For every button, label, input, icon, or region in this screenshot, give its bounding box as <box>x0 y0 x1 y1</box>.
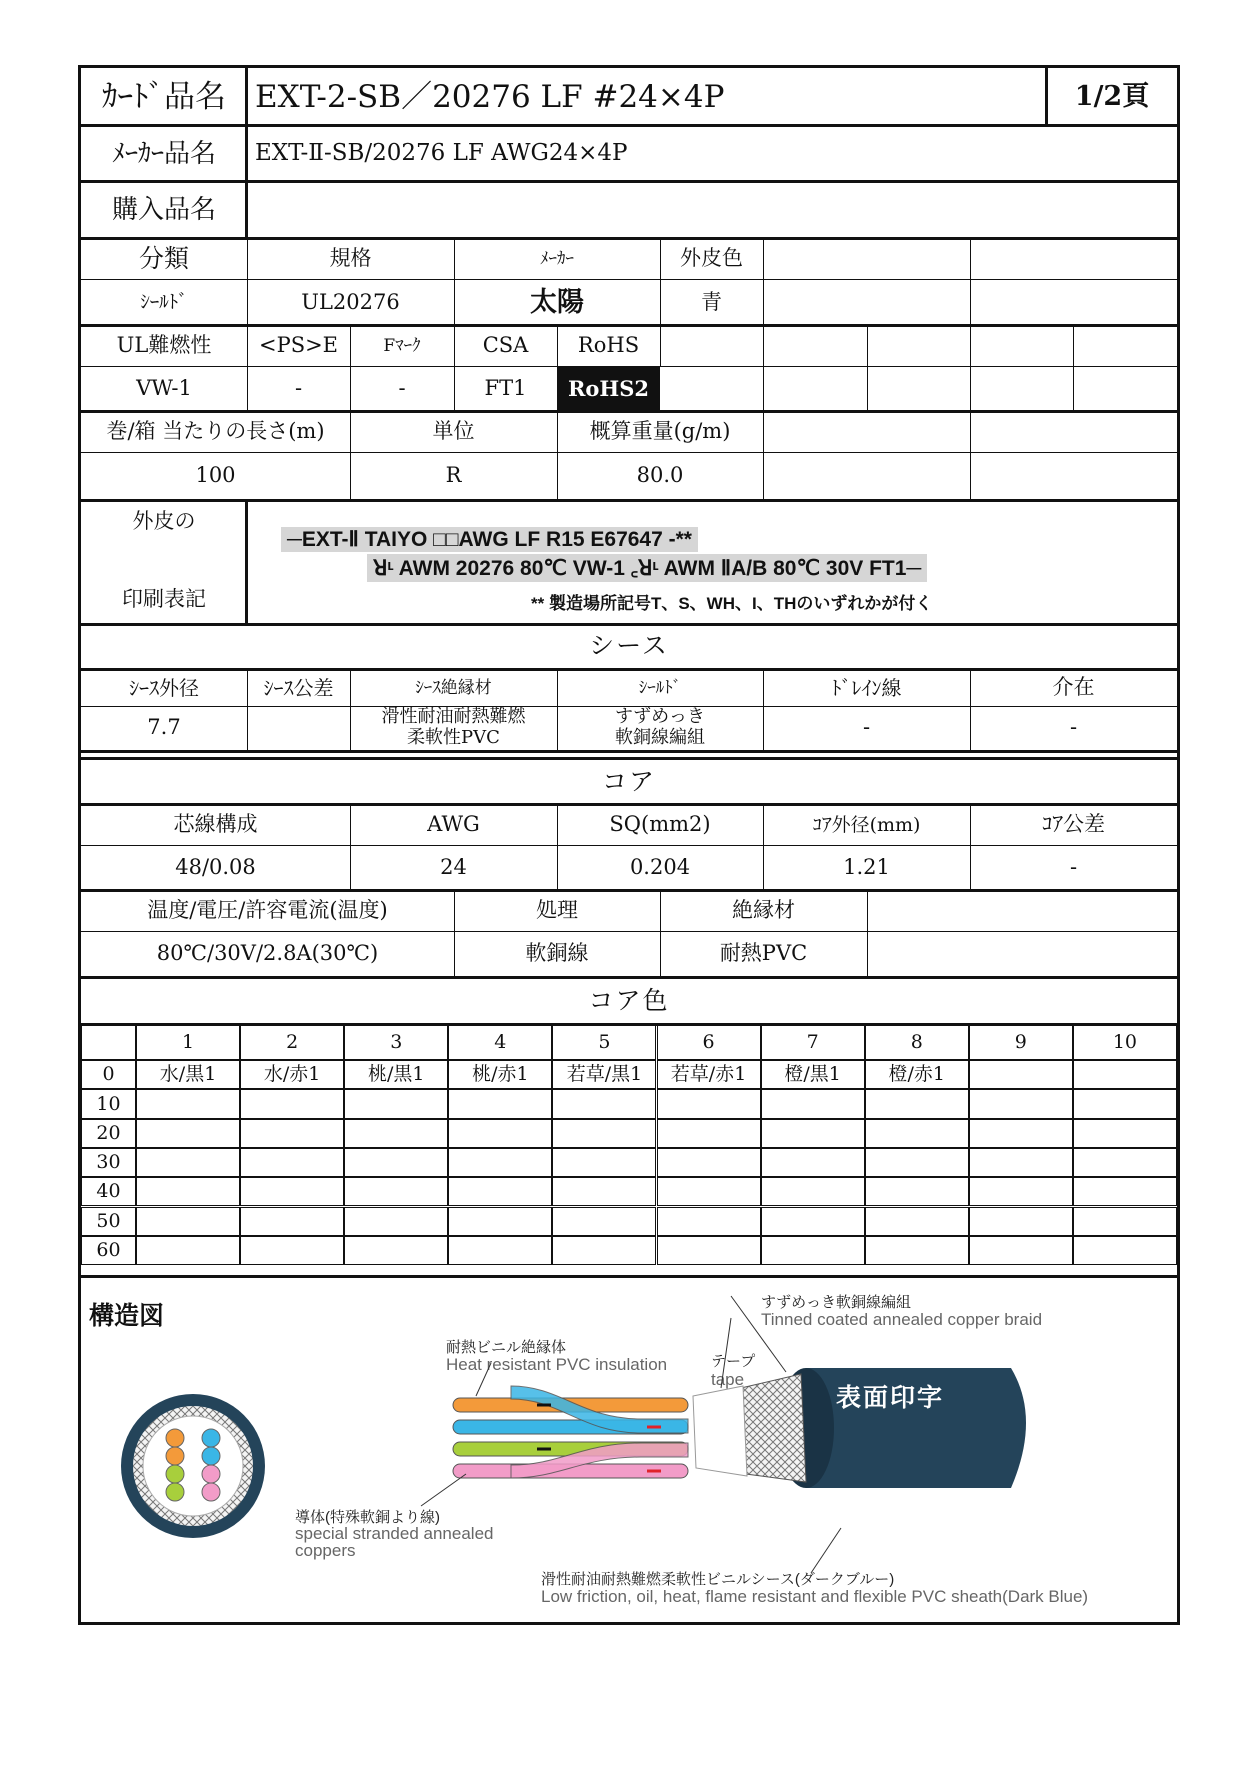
awg-value: 24 <box>440 855 467 880</box>
color-cell <box>657 1148 761 1177</box>
color-cell: 桃/赤1 <box>448 1060 552 1089</box>
color-cell <box>865 1207 969 1236</box>
color-cell <box>1073 1177 1177 1206</box>
color-cell <box>657 1089 761 1118</box>
color-column-header: 1 <box>136 1025 240 1060</box>
insulation-label-en: Heat resistant PVC insulation <box>446 1355 668 1374</box>
color-cell <box>865 1148 969 1177</box>
rohs-header: RoHS <box>577 333 640 358</box>
filler-header: 介在 <box>1052 675 1095 700</box>
color-cell <box>136 1236 240 1265</box>
color-row-header: 30 <box>81 1148 136 1177</box>
braid-label-en: Tinned coated annealed copper braid <box>761 1310 1043 1329</box>
color-cell <box>344 1148 448 1177</box>
length-value: 100 <box>195 463 236 488</box>
color-cell <box>865 1236 969 1265</box>
color-cell: 水/黒1 <box>136 1060 240 1089</box>
color-cell <box>657 1177 761 1206</box>
color-row-header: 20 <box>81 1119 136 1148</box>
ul-flame-header: UL難燃性 <box>116 333 212 358</box>
color-cell <box>657 1236 761 1265</box>
maker-value: 太陽 <box>530 286 584 318</box>
cable-structure-diagram <box>81 1278 1177 1622</box>
color-cell <box>552 1148 656 1177</box>
color-cell <box>657 1207 761 1236</box>
shield-header: ｼｰﾙﾄﾞ <box>638 677 682 698</box>
shield-line-2: 軟銅線編組 <box>615 727 705 748</box>
card-name-label: ｶｰﾄﾞ品名 <box>102 78 226 115</box>
sheath-od-value: 7.7 <box>147 715 181 740</box>
sheath-label-jp: 滑性耐油耐熱難燃柔軟性ビニルシース(ダークブルー) <box>541 1571 895 1588</box>
color-column-header: 6 <box>657 1025 761 1060</box>
color-cell <box>969 1236 1073 1265</box>
color-cell: 水/赤1 <box>240 1060 344 1089</box>
color-cell <box>240 1119 344 1148</box>
insulation-label-jp: 耐熱ビニル絶縁体 <box>446 1339 567 1356</box>
color-cell <box>240 1207 344 1236</box>
color-cell <box>761 1148 865 1177</box>
color-cell <box>344 1089 448 1118</box>
color-cell <box>240 1148 344 1177</box>
color-cell <box>136 1119 240 1148</box>
shield-value <box>557 706 763 750</box>
sq-header: SQ(mm2) <box>609 812 711 837</box>
color-row-header: 0 <box>81 1060 136 1089</box>
color-cell: 桃/黒1 <box>344 1060 448 1089</box>
core-section-title: コア <box>601 767 656 797</box>
drain-header: ﾄﾞﾚｲﾝ線 <box>831 676 902 700</box>
color-cell <box>865 1177 969 1206</box>
color-column-header: 7 <box>761 1025 865 1060</box>
sheath-section-title: シース <box>589 631 669 661</box>
color-cell <box>448 1119 552 1148</box>
color-cell <box>344 1119 448 1148</box>
conductor-label-en-1: special stranded annealed <box>295 1524 494 1543</box>
color-cell <box>136 1177 240 1206</box>
color-cell <box>552 1119 656 1148</box>
color-cell <box>240 1177 344 1206</box>
color-cell <box>136 1089 240 1118</box>
core-color-section-title: コア色 <box>588 986 670 1016</box>
core-insulation-header: 絶縁材 <box>732 898 795 923</box>
color-cell <box>761 1236 865 1265</box>
color-cell <box>552 1089 656 1118</box>
weight-value: 80.0 <box>636 463 684 488</box>
color-cell <box>761 1207 865 1236</box>
structure-title: 構造図 <box>89 1302 165 1330</box>
maker-name-value: EXT-Ⅱ-SB/20276 LF AWG24×4P <box>255 140 628 167</box>
color-cell <box>240 1236 344 1265</box>
color-cell: 若草/赤1 <box>657 1060 761 1089</box>
conductor-label-en-2: coppers <box>295 1541 356 1560</box>
color-cell <box>969 1060 1073 1089</box>
color-cell <box>448 1236 552 1265</box>
sheath-insulation-line-2: 柔軟性PVC <box>407 727 500 748</box>
color-row-header: 10 <box>81 1089 136 1118</box>
unit-header: 単位 <box>432 419 475 444</box>
color-cell <box>240 1089 344 1118</box>
color-cell <box>1073 1060 1177 1089</box>
color-cell <box>969 1177 1073 1206</box>
color-row-header: 60 <box>81 1236 136 1265</box>
purchase-name-value <box>247 182 1177 239</box>
color-cell: 橙/赤1 <box>865 1060 969 1089</box>
color-cell <box>344 1236 448 1265</box>
color-column-header: 9 <box>969 1025 1073 1060</box>
color-cell <box>344 1207 448 1236</box>
color-cell <box>1073 1236 1177 1265</box>
color-column-header: 3 <box>344 1025 448 1060</box>
ps-e-header: <PS>E <box>258 333 339 358</box>
tape-label-jp: テープ <box>711 1353 756 1370</box>
color-cell <box>657 1119 761 1148</box>
filler-value: - <box>1069 715 1078 740</box>
color-cell <box>552 1207 656 1236</box>
color-column-header: 8 <box>865 1025 969 1060</box>
color-grid-corner <box>81 1025 136 1060</box>
sheath-color-header: 外皮色 <box>680 246 743 271</box>
cross-section-icon <box>121 1394 265 1538</box>
color-cell <box>1073 1207 1177 1236</box>
color-cell <box>761 1119 865 1148</box>
color-cell <box>1073 1148 1177 1177</box>
rating-header: 温度/電圧/許容電流(温度) <box>147 898 388 923</box>
color-cell <box>448 1207 552 1236</box>
print-label-bottom: 印刷表記 <box>122 587 206 612</box>
color-cell <box>136 1148 240 1177</box>
f-mark-header: Fﾏｰｸ <box>383 335 421 356</box>
sheath-color-value: 青 <box>701 289 722 314</box>
color-row-header: 40 <box>81 1177 136 1206</box>
core-construction-header: 芯線構成 <box>173 812 258 837</box>
weight-header: 概算重量(g/m) <box>589 419 731 444</box>
awg-header: AWG <box>427 812 480 837</box>
ul-flame-value: VW-1 <box>136 376 192 401</box>
color-cell <box>969 1207 1073 1236</box>
ps-e-value: - <box>294 376 303 401</box>
color-row-header: 50 <box>81 1207 136 1236</box>
color-cell <box>865 1089 969 1118</box>
color-cell <box>969 1119 1073 1148</box>
color-column-header: 5 <box>552 1025 656 1060</box>
treatment-header: 処理 <box>536 898 578 923</box>
shield-line-1: すずめっき <box>615 706 705 728</box>
spec-sheet <box>78 65 1180 1625</box>
color-cell: 若草/黒1 <box>552 1060 656 1089</box>
color-cell <box>448 1148 552 1177</box>
color-cell <box>344 1177 448 1206</box>
color-cell <box>552 1177 656 1206</box>
purchase-name-label: 購入品名 <box>111 195 216 226</box>
print-label-top: 外皮の <box>132 509 196 534</box>
color-cell <box>448 1089 552 1118</box>
color-cell <box>761 1177 865 1206</box>
color-column-header: 4 <box>448 1025 552 1060</box>
sheath-insulation-value <box>350 706 557 750</box>
sheath-tolerance-header: ｼｰｽ公差 <box>263 676 334 700</box>
unit-value: R <box>445 463 462 488</box>
core-construction-value: 48/0.08 <box>175 855 256 880</box>
tape-label-en: tape <box>711 1370 745 1389</box>
csa-header: CSA <box>482 333 529 358</box>
drain-value: - <box>862 715 871 740</box>
treatment-value: 軟銅線 <box>525 941 589 966</box>
f-mark-value: - <box>398 376 406 401</box>
sheath-insulation-header: ｼｰｽ絶縁材 <box>415 677 492 698</box>
print-line-2: ꓤᶫ AWM 20276 80℃ VW-1 ꜀ꓤᶫ AWM ⅡA/B 80℃ 30V FT1─ <box>367 554 927 582</box>
surface-print-label: 表面印字 <box>836 1384 945 1412</box>
color-column-header: 2 <box>240 1025 344 1060</box>
sheath-label-en: Low friction, oil, heat, flame resistant and flexible PVC sheath(Dark Blue) <box>541 1587 1089 1606</box>
core-insulation-value: 耐熱PVC <box>719 941 808 966</box>
length-header: 巻/箱 当たりの長さ(m) <box>106 419 325 444</box>
color-cell <box>1073 1119 1177 1148</box>
page-number: 1/2頁 <box>1074 81 1150 113</box>
color-cell <box>761 1089 865 1118</box>
standard-value: UL20276 <box>301 289 400 314</box>
color-column-header: 10 <box>1073 1025 1177 1060</box>
sheath-od-header: ｼｰｽ外径 <box>129 676 199 700</box>
color-cell <box>448 1177 552 1206</box>
csa-value: FT1 <box>484 376 527 401</box>
conductor-label-jp: 導体(特殊軟銅より線) <box>295 1509 440 1526</box>
sheath-insulation-line-1: 滑性耐油耐熱難燃 <box>381 706 526 728</box>
sq-value: 0.204 <box>629 855 691 880</box>
rating-value: 80℃/30V/2.8A(30℃) <box>156 941 379 966</box>
card-name-value: EXT-2-SB／20276 LF #24×4P <box>255 78 725 115</box>
color-cell <box>1073 1089 1177 1118</box>
color-cell <box>552 1236 656 1265</box>
color-cell <box>865 1119 969 1148</box>
maker-name-label: ﾒｰｶｰ品名 <box>111 138 216 169</box>
class-header: 分類 <box>138 244 189 274</box>
color-cell: 橙/黒1 <box>761 1060 865 1089</box>
class-value: ｼｰﾙﾄﾞ <box>140 291 188 314</box>
maker-header: ﾒｰｶｰ <box>540 248 574 269</box>
core-od-header: ｺｱ外径(mm) <box>812 813 921 836</box>
color-cell <box>136 1207 240 1236</box>
rohs-value: RoHS2 <box>557 366 660 412</box>
color-cell <box>969 1148 1073 1177</box>
sheath-tolerance-value <box>247 706 350 750</box>
standard-header: 規格 <box>329 246 372 271</box>
color-cell <box>969 1089 1073 1118</box>
print-note: ** 製造場所記号T、S、WH、I、THのいずれかが付く <box>531 594 933 613</box>
braid-label-jp: すずめっき軟銅線編組 <box>761 1294 912 1311</box>
core-tolerance-header: ｺｱ公差 <box>1042 812 1105 837</box>
core-tolerance-value: - <box>1069 855 1078 880</box>
core-od-value: 1.21 <box>843 855 890 880</box>
print-line-1: ─EXT-Ⅱ TAIYO □□AWG LF R15 E67647 -** <box>281 527 698 552</box>
